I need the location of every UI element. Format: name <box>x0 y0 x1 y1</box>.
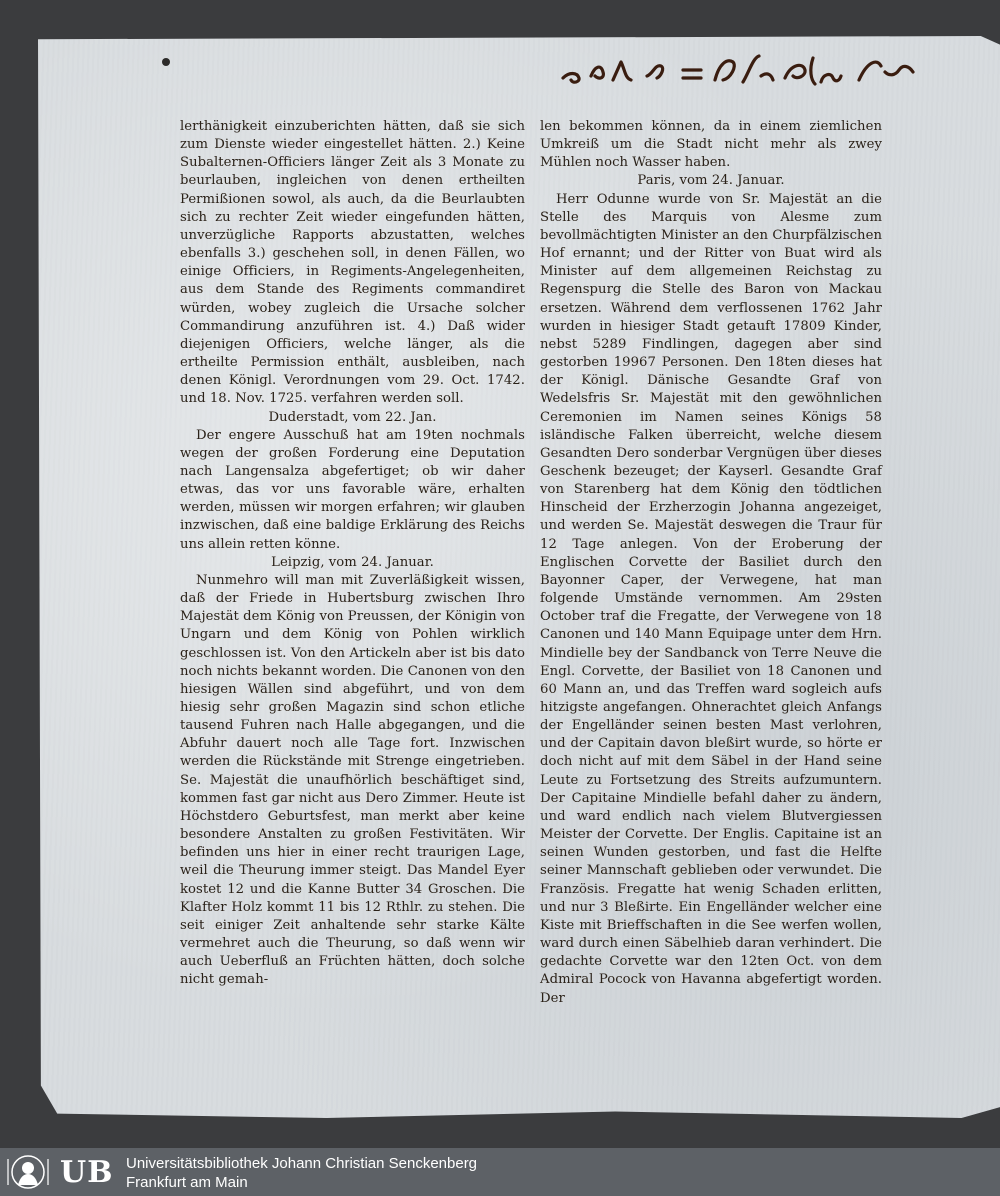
institution-name[interactable] <box>126 1154 477 1192</box>
article-text: lerthänigkeit einzuberichten hätten, daß sie sich zum Dienste wieder eingestellet hätten. 2.) Keine Subalternen-Officiers länger Zeit als 3 Monate zu beurlauben, ingleichen von denen ertheilten Permißionen sowol, als auch, da die Beurlaubten sich zu rechter Zeit wieder eingefunden hätten, unverzügliche Rapports abzustatten, welches ebenfalls 3.) geschehen soll, in denen Fällen, wo einige Officiers, in Regiments-Angelegenheiten, aus dem Stande des Regiments commandiret würden, wobey zugleich die Ursache solcher Commandirung anzuführen ist. 4.) Daß wider diejenigen Officiers, welche länger, als die ertheilte Permission enthält, ausbleiben, nach denen Königl. Verordnungen vom 29. Oct. 1742. und 18. Nov. 1725. verfahren werden soll. <box>180 119 525 407</box>
article-text: len bekommen können, da in einem ziemlichen Umkreiß um die Stadt nicht mehr als zwey Mühlen noch Wasser haben. <box>540 119 882 171</box>
article-text: Nunmehro will man mit Zuverläßigkeit wissen, daß der Friede in Hubertsburg zwischen Ihro Majestät dem König von Preussen, der Königin von Ungarn und dem König von Pohlen wirklich geschlossen ist. Von den Artickeln aber ist bis dato noch nichts bekannt worden. Die Canonen von den hiesigen Wällen sind abgeführt, und von dem hiesig sehr großen Magazin sind schon etliche tausend Fuhren nach Halle abgegangen, und die Abfuhr dauert noch alle Tage fort. Inzwischen werden die Rückstände mit Strenge eingetrieben. Se. Majestät die unaufhörlich beschäftiget sind, kommen fast gar nicht aus Dero Zimmer. Heute ist Höchstdero Geburtsfest, man merkt aber keine besondere Anstalten zu großen Festivitäten. Wir befinden uns hier in einer recht traurigen Lage, weil die Theurung immer steigt. Das Mandel Eyer kostet 12 und die Kanne Butter 34 Groschen. Die Klafter Holz kommt 11 bis 12 Rthlr. zu stehen. Die seit einiger Zeit anhaltende sehr starke Kälte vermehret auch die Theurung, so daß wenn wir auch Ueberfluß an Früchten hätten, doch solche nicht gemah- <box>180 572 525 988</box>
senckenberg-seal-icon <box>4 1153 52 1191</box>
left-text-column <box>180 118 525 990</box>
binding-hole <box>162 58 170 66</box>
right-text-column <box>540 118 882 1008</box>
library-logo[interactable] <box>4 1152 116 1192</box>
ub-logo-text: UB <box>60 1154 114 1190</box>
dateline: Duderstadt, vom 22. Jan. <box>268 409 437 425</box>
institution-line-2: Frankfurt am Main <box>126 1174 248 1191</box>
institution-line-1: Universitätsbibliothek Johann Christian Senckenberg <box>126 1155 478 1172</box>
article-text: Der engere Ausschuß hat am 19ten nochmals wegen der großen Forderung eine Deputation nach Langensalza abgefertiget; ob wir daher etwas, das vor uns favorable wäre, erhalten werden, müssen wir morgen erfahren; wir glauben inzwischen, daß eine baldige Erklärung des Reichs uns allein retten könne. <box>180 427 525 552</box>
article-text: Herr Odunne wurde von Sr. Majestät an die Stelle des Marquis von Alesme zum bevollmächtigten Minister an den Churpfälzischen Hof ernannt; und der Ritter von Buat wird als Minister auf dem allgemeinen Reichstag zu Regenspurg die Stelle des Baron von Mackau ersetzen. Während dem verflossenen 1762 Jahr wurden in hiesiger Stadt getauft 17809 Kinder, nebst 5289 Findlingen, dagegen aber sind gestorben 19967 Personen. Den 18ten dieses hat der Königl. Dänische Gesandte Graf von Wedelsfris Sr. Majestät mit den gewöhnlichen Ceremonien im Namen seines Königs 58 isländische Falken überreicht, welche diesem Gesandten Dero sonderbar Vergnügen über dieses Geschenk bezeuget; der Kayserl. Gesandte Graf von Starenberg hat dem König den tödtlichen Hinscheid der Erzherzogin Johanna angezeiget, und werden Se. Majestät deswegen die Traur für 12 Tage anlegen. Von der Eroberung der Englischen Corvette der Basiliet durch den Bayonner Caper, der Verwegene, hat man folgende Umstände vernommen. Am 29sten October traf die Fregatte, der Verwegene von 18 Canonen und 140 Mann Equipage unter dem Hrn. Mindielle bey der Sandbanck von Terre Neuve die Engl. Corvette, der Basiliet von 18 Canonen und 60 Mann an, und das Treffen ward sogleich aufs hitzigste angefangen. Ohnerachtet gleich Anfangs der Engelländer seinen besten Mast verlohren, und der Capitain davon bleßirt wurde, so hörte er doch nicht auf mit dem Säbel in der Hand seine Leute zu Fortsetzung des Streits aufzumuntern. Der Capitaine Mindielle befahl daher zu ändern, und ward endlich nach vielem Blutvergiessen Meister der Corvette. Der Englis. Capitaine ist an seinen Wunden gestorben, und fast die Helfte seiner Mannschaft geblieben oder verwundet. Die Französis. Fregatte hat wenig Schaden erlitten, und nur 3 Bleßirte. Ein Engelländer welcher eine Kiste mit Brieffschaften in die See werfen wollen, ward durch einen Säbelhieb daran verhindert. Die gedachte Corvette war den 12ten Oct. von dem Admiral Pocock von Havanna abgefertigt worden. Der <box>540 191 882 1006</box>
dateline: Leipzig, vom 24. Januar. <box>271 554 434 570</box>
handwriting-icon <box>555 46 935 94</box>
handwritten-annotation <box>555 46 935 94</box>
library-footer <box>0 1148 1000 1196</box>
dateline: Paris, vom 24. Januar. <box>637 173 785 189</box>
